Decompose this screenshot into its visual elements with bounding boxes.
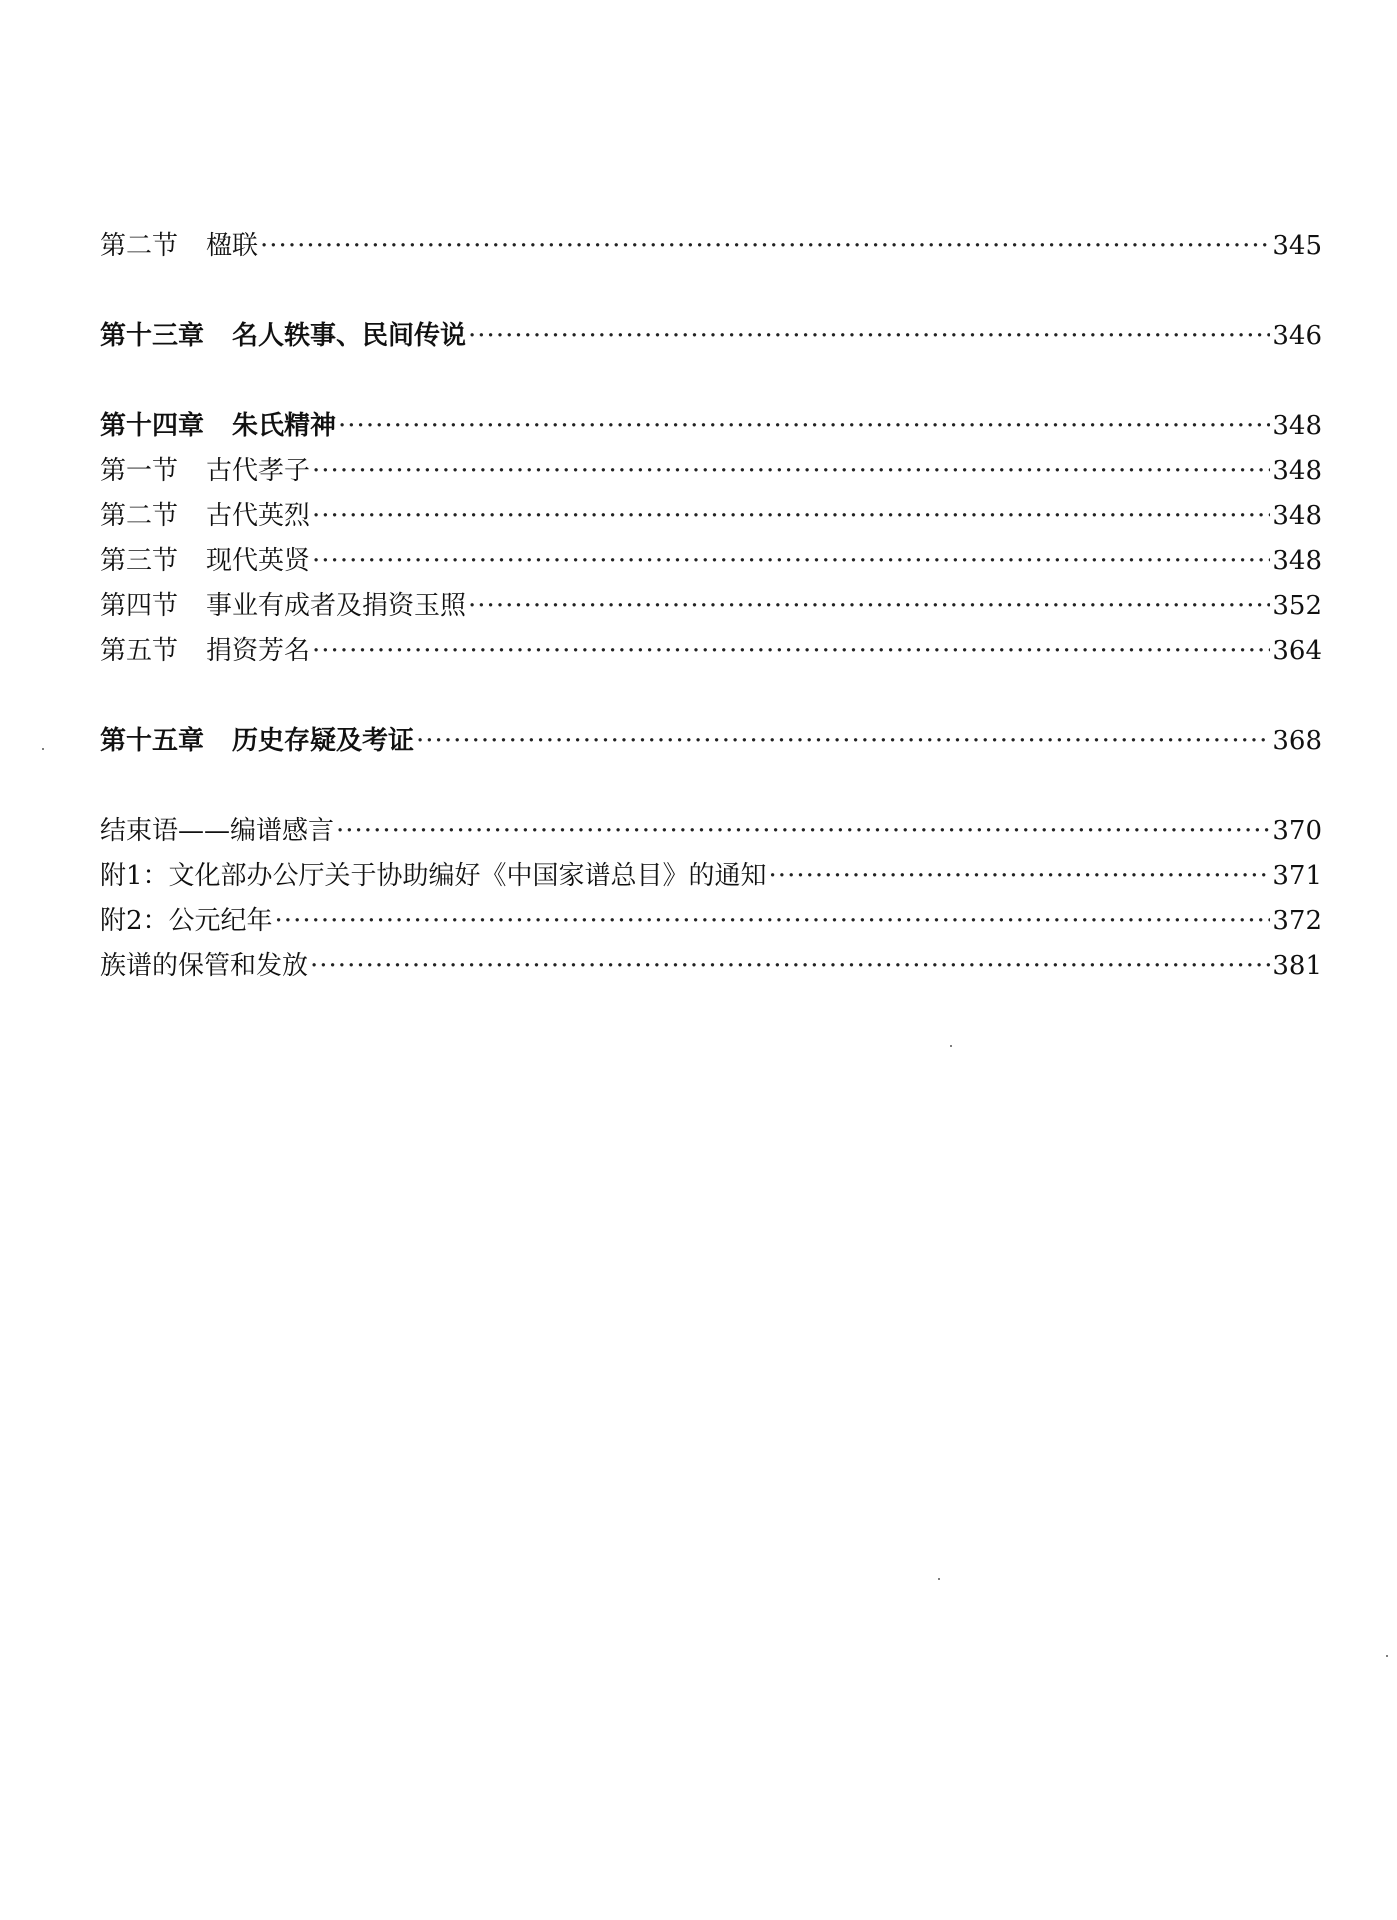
dot-leader — [312, 629, 1270, 674]
entry-page: 352 — [1272, 591, 1322, 621]
toc-entry[interactable] — [100, 944, 1322, 989]
scan-speck — [950, 1045, 952, 1047]
entry-label — [100, 449, 310, 494]
dot-leader — [312, 449, 1270, 494]
entry-label — [100, 224, 258, 269]
entry-title: 古代孝子 — [206, 456, 311, 486]
dot-leader — [416, 719, 1270, 764]
toc-entry[interactable] — [100, 449, 1322, 494]
entry-number: 第十五章 — [100, 726, 205, 756]
entry-title: 名人轶事、民间传说 — [232, 321, 467, 351]
dot-leader — [336, 809, 1270, 854]
toc-entry[interactable] — [100, 404, 1322, 449]
entry-number: 第二节 — [100, 501, 179, 531]
entry-number: 第四节 — [100, 591, 179, 621]
toc-entry[interactable] — [100, 494, 1322, 539]
entry-page: 348 — [1272, 456, 1322, 486]
entry-page: 345 — [1272, 231, 1322, 261]
entry-number: 第一节 — [100, 456, 179, 486]
toc-entry[interactable] — [100, 809, 1322, 854]
dot-leader — [338, 404, 1270, 449]
entry-number: 第五节 — [100, 636, 179, 666]
entry-title: 附1：文化部办公厅关于协助编好《中国家谱总目》的通知 — [100, 861, 767, 891]
entry-label — [100, 719, 414, 764]
entry-title: 历史存疑及考证 — [232, 726, 415, 756]
toc-entry[interactable] — [100, 224, 1322, 269]
dot-leader — [260, 224, 1270, 269]
entry-title: 附2：公元纪年 — [100, 906, 273, 936]
entry-title: 古代英烈 — [206, 501, 311, 531]
entry-title: 捐资芳名 — [206, 636, 311, 666]
dot-leader — [468, 314, 1270, 359]
scan-speck — [1386, 1655, 1388, 1657]
entry-page: 370 — [1272, 816, 1322, 846]
scan-speck — [938, 1578, 940, 1580]
dot-leader — [312, 539, 1270, 584]
scan-speck — [42, 748, 44, 750]
toc-entry[interactable] — [100, 854, 1322, 899]
entry-page: 372 — [1272, 906, 1322, 936]
entry-number: 第二节 — [100, 231, 179, 261]
entry-label — [100, 404, 336, 449]
toc-entry[interactable] — [100, 899, 1322, 944]
entry-title: 朱氏精神 — [232, 411, 337, 441]
toc-entry[interactable] — [100, 584, 1322, 629]
entry-page: 346 — [1272, 321, 1322, 351]
entry-title: 结束语——编谱感言 — [100, 816, 335, 846]
table-of-contents — [100, 224, 1322, 989]
dot-leader — [769, 854, 1271, 899]
entry-label — [100, 494, 310, 539]
dot-leader — [275, 899, 1271, 944]
entry-page: 371 — [1272, 861, 1322, 891]
entry-page: 348 — [1272, 501, 1322, 531]
toc-entry[interactable] — [100, 629, 1322, 674]
entry-page: 381 — [1272, 951, 1322, 981]
toc-entry[interactable] — [100, 539, 1322, 584]
entry-title: 现代英贤 — [206, 546, 311, 576]
dot-leader — [312, 494, 1270, 539]
entry-label — [100, 539, 310, 584]
entry-label — [100, 314, 466, 359]
dot-leader — [468, 584, 1270, 629]
entry-page: 348 — [1272, 546, 1322, 576]
entry-page: 364 — [1272, 636, 1322, 666]
entry-number: 第十三章 — [100, 321, 205, 351]
entry-label — [100, 584, 466, 629]
toc-entry[interactable] — [100, 314, 1322, 359]
toc-entry[interactable] — [100, 719, 1322, 764]
entry-title: 事业有成者及捐资玉照 — [206, 591, 467, 621]
entry-title: 楹联 — [206, 231, 259, 261]
entry-page: 368 — [1272, 726, 1322, 756]
dot-leader — [310, 944, 1270, 989]
entry-number: 第三节 — [100, 546, 179, 576]
entry-label — [100, 629, 310, 674]
entry-title: 族谱的保管和发放 — [100, 951, 309, 981]
entry-number: 第十四章 — [100, 411, 205, 441]
entry-page: 348 — [1272, 411, 1322, 441]
